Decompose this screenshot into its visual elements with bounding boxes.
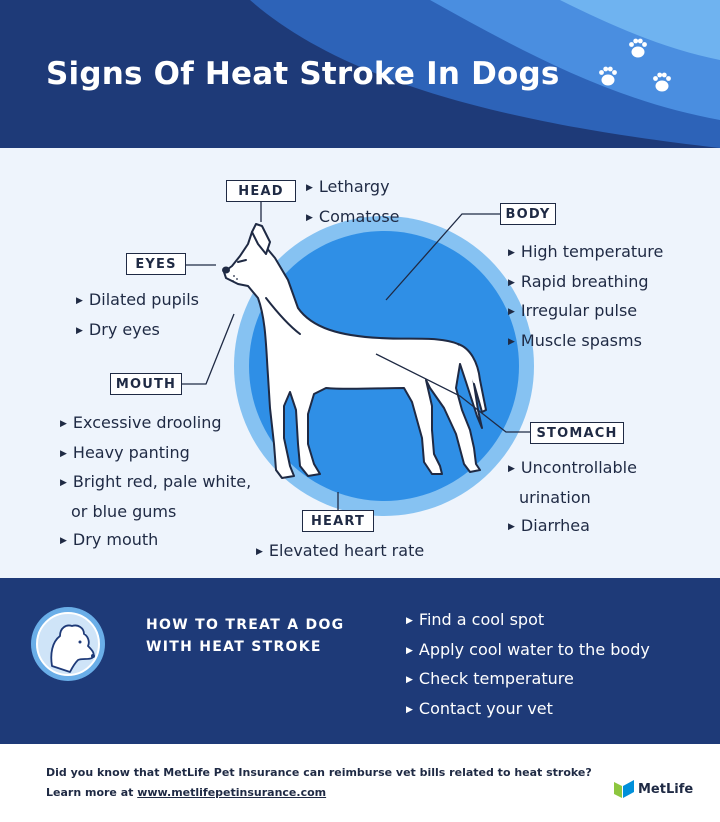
triangle-bullet-icon: ▶ bbox=[406, 675, 413, 685]
stomach-label: STOMACH bbox=[530, 422, 624, 444]
list-item: ▶ Rapid breathing bbox=[508, 271, 649, 291]
triangle-bullet-icon: ▶ bbox=[508, 248, 515, 258]
list-item: ▶ Dilated pupils bbox=[76, 290, 199, 309]
treatment-steps bbox=[406, 606, 650, 724]
list-item: ▶ Bright red, pale white, bbox=[60, 472, 252, 491]
triangle-bullet-icon: ▶ bbox=[508, 522, 515, 532]
body-label: BODY bbox=[500, 203, 556, 225]
list-item: urination bbox=[519, 487, 591, 507]
list-item: ▶ High temperature bbox=[508, 242, 664, 261]
mouth-symptoms bbox=[60, 409, 251, 556]
treatment-title bbox=[146, 614, 366, 658]
triangle-bullet-icon: ▶ bbox=[306, 212, 313, 223]
list-item: ▶ Comatose bbox=[306, 206, 400, 226]
diagram-panel bbox=[0, 148, 720, 578]
treatment-title-line: HOW TO TREAT A DOG bbox=[146, 617, 345, 633]
eyes-symptoms bbox=[76, 286, 199, 345]
list-item: ▶ Elevated heart rate bbox=[256, 541, 425, 560]
stomach-symptoms bbox=[508, 454, 637, 542]
head-symptoms bbox=[306, 173, 400, 232]
brand-name: MetLife bbox=[638, 781, 694, 797]
triangle-bullet-icon: ▶ bbox=[60, 478, 67, 488]
footer-prefix: Learn more at bbox=[46, 786, 138, 799]
body-symptoms bbox=[508, 238, 663, 356]
footer-learn-more bbox=[46, 786, 326, 799]
list-item: ▶ Irregular pulse bbox=[508, 301, 638, 320]
list-item: ▶ Excessive drooling bbox=[60, 413, 222, 432]
mouth-label: MOUTH bbox=[110, 373, 182, 395]
heart-label: HEART bbox=[302, 510, 374, 532]
triangle-bullet-icon: ▶ bbox=[508, 336, 515, 347]
triangle-bullet-icon: ▶ bbox=[256, 547, 263, 557]
triangle-bullet-icon: ▶ bbox=[60, 536, 67, 546]
list-item: ▶ Contact your vet bbox=[406, 698, 553, 718]
list-item: ▶ Lethargy bbox=[306, 177, 390, 196]
list-item: ▶ Diarrhea bbox=[508, 516, 590, 535]
dog-head-icon bbox=[30, 606, 106, 682]
eyes-label: EYES bbox=[126, 253, 186, 275]
list-item: ▶ Apply cool water to the body bbox=[406, 639, 650, 659]
triangle-bullet-icon: ▶ bbox=[76, 325, 83, 336]
footer-text: Did you know that MetLife Pet Insurance can reimburse vet bills related to heat stroke? bbox=[46, 766, 592, 779]
heart-symptoms bbox=[256, 537, 424, 567]
triangle-bullet-icon: ▶ bbox=[76, 296, 83, 306]
brand-logo bbox=[614, 780, 693, 798]
triangle-bullet-icon: ▶ bbox=[406, 645, 413, 656]
triangle-bullet-icon: ▶ bbox=[406, 616, 413, 626]
triangle-bullet-icon: ▶ bbox=[60, 419, 67, 429]
footer bbox=[0, 744, 720, 822]
treatment-title-line: WITH HEAT STROKE bbox=[146, 639, 322, 655]
triangle-bullet-icon: ▶ bbox=[406, 704, 413, 715]
triangle-bullet-icon: ▶ bbox=[60, 448, 67, 459]
list-item: ▶ Dry eyes bbox=[76, 319, 160, 339]
treatment-section bbox=[0, 578, 720, 744]
list-item: or blue gums bbox=[71, 501, 177, 521]
list-item: ▶ Check temperature bbox=[406, 669, 574, 688]
head-label: HEAD bbox=[226, 180, 296, 202]
paw-prints-icon bbox=[592, 30, 682, 102]
header-banner bbox=[0, 0, 720, 148]
list-item: ▶ Uncontrollable bbox=[508, 458, 637, 477]
triangle-bullet-icon: ▶ bbox=[306, 183, 313, 193]
triangle-bullet-icon: ▶ bbox=[508, 307, 515, 317]
list-item: ▶ Dry mouth bbox=[60, 530, 159, 549]
metlife-logo-icon bbox=[614, 780, 634, 798]
triangle-bullet-icon: ▶ bbox=[508, 464, 515, 474]
page-title: Signs Of Heat Stroke In Dogs bbox=[46, 56, 560, 92]
triangle-bullet-icon: ▶ bbox=[508, 277, 515, 288]
list-item: ▶ Muscle spasms bbox=[508, 330, 642, 350]
footer-link[interactable]: www.metlifepetinsurance.com bbox=[137, 786, 327, 799]
list-item: ▶ Heavy panting bbox=[60, 442, 190, 462]
list-item: ▶ Find a cool spot bbox=[406, 610, 545, 629]
